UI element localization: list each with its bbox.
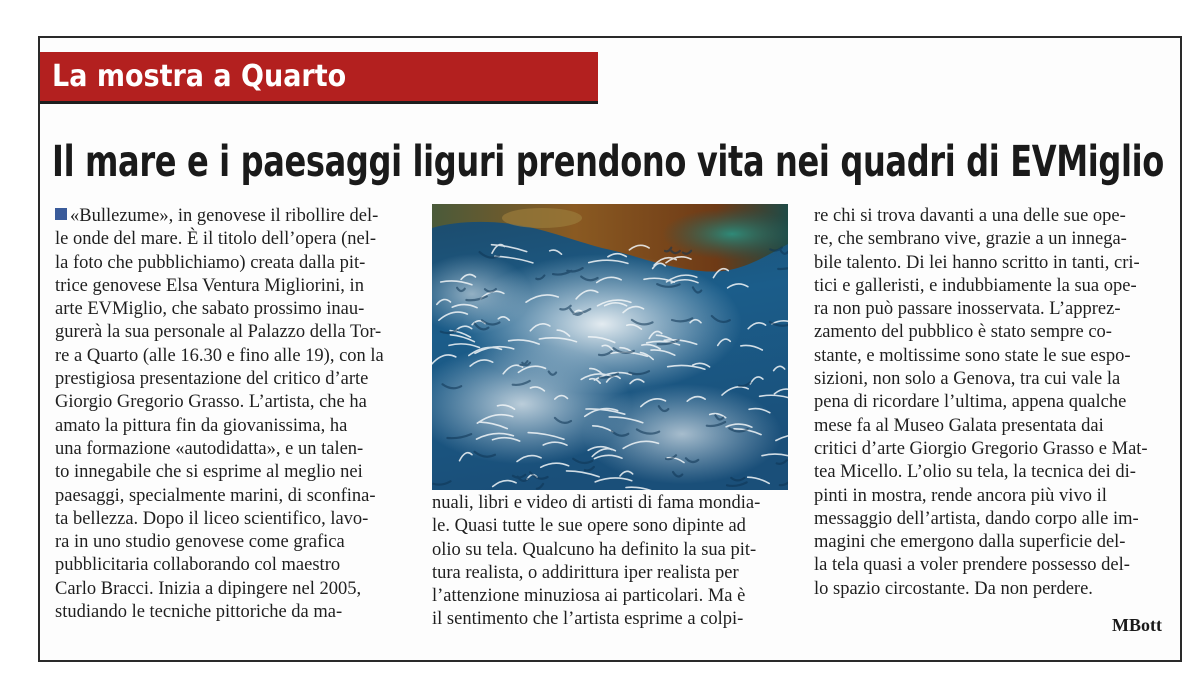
text-line: olio su tela. Qualcuno ha definito la sua pit- xyxy=(432,539,757,560)
text-line: nuali, libri e video di artisti di fama mondia- xyxy=(432,493,761,513)
text-line: pena di ricordare l’ultima, appena qualche xyxy=(814,392,1127,413)
text-line: trice genovese Elsa Ventura Migliorini, in xyxy=(55,275,364,296)
text-line: la foto che pubblichiamo) creata dalla pit- xyxy=(55,252,366,273)
text-line: sizioni, non solo a Genova, tra cui vale la xyxy=(814,369,1121,390)
bullet-square-icon xyxy=(55,208,67,220)
text-line: critici d’arte Giorgio Gregorio Grasso e Mat- xyxy=(814,438,1148,459)
text-line: mese fa al Museo Galata presentata dai xyxy=(814,415,1104,436)
section-kicker xyxy=(40,52,598,104)
text-line: prestigiosa presentazione del critico d’arte xyxy=(55,369,369,390)
text-line: arte EVMiglio, che sabato prossimo inau- xyxy=(55,299,365,320)
painting-photo xyxy=(432,204,788,490)
text-line: amato la pittura fin da giovanissima, ha xyxy=(55,415,348,436)
text-line: tea Micello. L’olio su tela, la tecnica dei di- xyxy=(814,462,1136,483)
text-column-1 xyxy=(55,205,408,624)
text-line: re a Quarto (alle 16.30 e fino alle 19), con la xyxy=(55,345,384,366)
text-column-2 xyxy=(432,492,788,632)
text-line: Giorgio Gregorio Grasso. L’artista, che ha xyxy=(55,392,367,413)
text-line: le onde del mare. È il titolo dell’opera (nel- xyxy=(55,229,377,250)
author-signature: MBott xyxy=(1112,615,1162,635)
text-line: tura realista, o addirittura iper realista per xyxy=(432,562,739,583)
text-line: tici e galleristi, e indubbiamente la sua ope- xyxy=(814,275,1137,296)
text-line: pubblicitaria collaborando col maestro xyxy=(55,555,341,576)
text-line: stante, e moltissime sono state le sue espo- xyxy=(814,345,1131,366)
text-line: bile talento. Di lei hanno scritto in tanti, cri- xyxy=(814,252,1140,273)
text-line: la tela quasi a voler prendere possesso del- xyxy=(814,555,1130,576)
text-line: magini che emergono dalla superficie del- xyxy=(814,532,1126,553)
text-line: lo spazio circostante. Da non perdere. xyxy=(814,578,1093,599)
text-line: re chi si trova davanti a una delle sue ope- xyxy=(814,206,1126,226)
sea-waves-painting xyxy=(432,204,788,490)
text-line: l’attenzione minuziosa ai particolari. Ma è xyxy=(432,586,746,607)
text-line: una formazione «autodidatta», e un talen- xyxy=(55,438,364,459)
text-line: gurerà la sua personale al Palazzo della Tor- xyxy=(55,322,382,343)
text-line: zamento del pubblico è stato sempre co- xyxy=(814,322,1112,343)
text-line: ta bellezza. Dopo il liceo scientifico, lavo- xyxy=(55,508,369,529)
text-line: il sentimento che l’artista esprime a colpi- xyxy=(432,609,744,630)
text-line: re, che sembrano vive, grazie a un innega- xyxy=(814,229,1127,250)
text-line: paesaggi, specialmente marini, di sconfina- xyxy=(55,485,376,506)
text-line: «Bullezume», in genovese il ribollire del- xyxy=(55,205,408,228)
text-line: messaggio dell’artista, dando corpo alle im- xyxy=(814,508,1139,529)
text-line: to innegabile che si esprime al meglio nei xyxy=(55,462,363,483)
text-line: ra non può passare inosservata. L’apprez- xyxy=(814,299,1121,320)
headline: Il mare e i paesaggi liguri prendono vita nei quadri di EVMiglio xyxy=(52,137,1164,187)
text-line: studiando le tecniche pittoriche da ma- xyxy=(55,602,343,623)
text-line: Carlo Bracci. Inizia a dipingere nel 2005, xyxy=(55,578,362,599)
text-line: pinti in mostra, rende ancora più vivo il xyxy=(814,485,1107,506)
text-column-3 xyxy=(814,205,1169,601)
text-line: le. Quasi tutte le sue opere sono dipinte ad xyxy=(432,516,746,537)
kicker-label: La mostra a Quarto xyxy=(52,59,347,94)
text-line: ra in uno studio genovese come grafica xyxy=(55,532,345,553)
